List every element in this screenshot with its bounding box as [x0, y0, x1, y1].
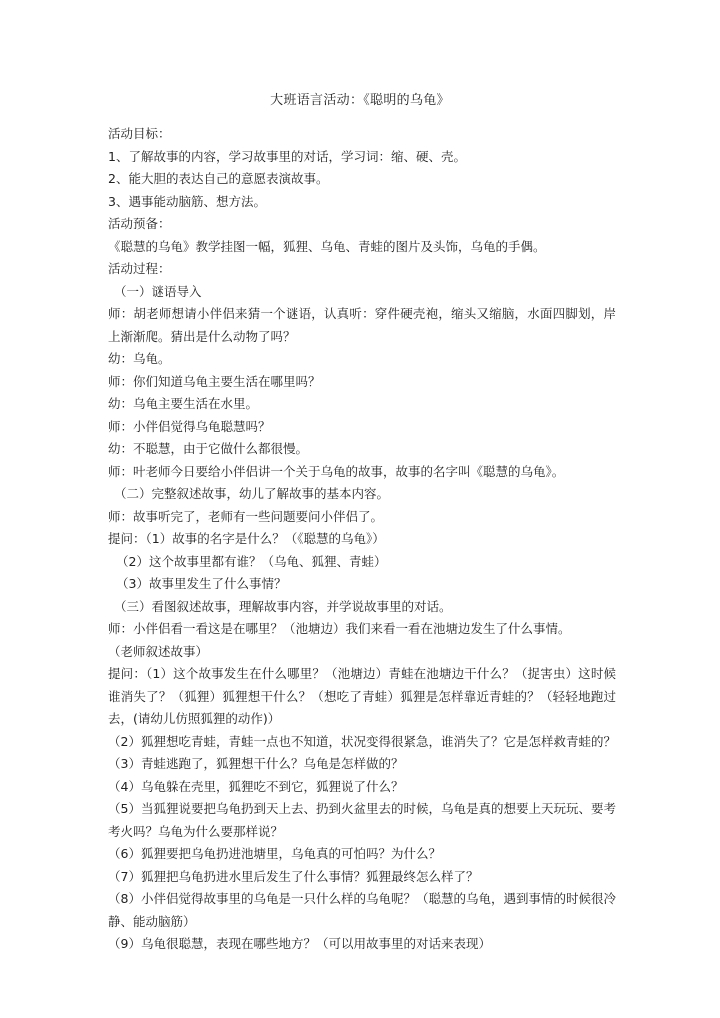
step-2-heading: （二）完整叙述故事，幼儿了解故事的基本内容。	[114, 486, 390, 501]
question-line: （2）这个故事里都有谁？（乌龟、狐狸、青蛙）	[116, 553, 387, 569]
question-line: （3）青蛙逃跑了，狐狸想干什么？乌龟是怎样做的？	[108, 756, 404, 771]
dialogue-line: 师：小伴侣看一看这是在哪里？（池塘边）我们来看一看在池塘边发生了什么事情。	[108, 621, 571, 636]
step-1-heading: （一）谜语导入	[114, 283, 202, 299]
preparation-text: 《聪慧的乌龟》教学挂图一幅，狐狸、乌龟、青蛙的图片及头饰，乌龟的手偶。	[108, 238, 546, 254]
dialogue-line: 师：胡老师想请小伴侣来猜一个谜语，认真听：穿件硬壳袍，缩头又缩脑，水面四脚划，岸上渐渐爬。猜出是什么动物了吗？	[108, 306, 616, 344]
question-line: （2）狐狸想吃青蛙，青蛙一点也不知道，状况变得很紧急，谁消失了？它是怎样救青蛙的？	[108, 733, 616, 749]
goal-item-1: 1、了解故事的内容，学习故事里的对话，学习词：缩、硬、壳。	[108, 148, 466, 164]
question-line: 提问：（1）故事的名字是什么？（《聪慧的乌龟》）	[108, 531, 385, 546]
goal-item-3: 3、遇事能动脑筋、想方法。	[108, 193, 266, 209]
step-3-heading: （三）看图叙述故事，理解故事内容，并学说故事里的对话。	[114, 598, 452, 614]
question-line: （3）故事里发生了什么事情？	[116, 576, 287, 591]
dialogue-line: 幼：不聪慧，由于它做什么都很慢。	[108, 441, 309, 456]
goal-item-2: 2、能大胆的表达自己的意愿表演故事。	[108, 171, 329, 186]
question-line: 提问：（1）这个故事发生在什么哪里？（池塘边）青蛙在池塘边干什么？（捉害虫）这时候谁消失了？（狐狸）狐狸想干什么？（想吃了青蛙）狐狸是怎样靠近青蛙的？（轻轻地跑过去，(请幼儿仿照狐狸的动作)）	[108, 666, 616, 726]
dialogue-line: 师：小伴侣觉得乌龟聪慧吗？	[108, 418, 271, 434]
document-body	[108, 123, 616, 956]
section-heading-preparation: 活动预备：	[108, 216, 171, 231]
question-line: （9）乌龟很聪慧，表现在哪些地方？（可以用故事里的对话来表现）	[108, 936, 491, 951]
dialogue-line: 幼：乌龟主要生活在水里。	[108, 396, 259, 411]
question-line: （8）小伴侣觉得故事里的乌龟是一只什么样的乌龟呢？（聪慧的乌龟，遇到事情的时候很冷静、能动脑筋）	[108, 891, 616, 929]
stage-note: （老师叙述故事）	[108, 643, 209, 659]
dialogue-line: 师：你们知道乌龟主要生活在哪里吗？	[108, 373, 321, 389]
section-heading-process: 活动过程：	[108, 261, 171, 276]
dialogue-line: 师：叶老师今日要给小伴侣讲一个关于乌龟的故事，故事的名字叫《聪慧的乌龟》。	[108, 463, 565, 479]
section-heading-goals: 活动目标：	[108, 126, 171, 141]
question-line: （5）当狐狸说要把乌龟扔到天上去、扔到火盆里去的时候，乌龟是真的想要上天玩玩、要考考火吗？乌龟为什么要那样说？	[108, 801, 616, 839]
document-title: 大班语言活动：《聪明的乌龟》	[270, 93, 450, 108]
dialogue-line: 幼：乌龟。	[108, 351, 171, 366]
question-line: （4）乌龟躲在壳里，狐狸吃不到它，狐狸说了什么？	[108, 778, 404, 794]
question-line: （6）狐狸要把乌龟扔进池塘里，乌龟真的可怕吗？为什么？	[108, 846, 441, 861]
question-line: （7）狐狸把乌龟扔进水里后发生了什么事情？狐狸最终怎么样了？	[108, 868, 479, 884]
dialogue-line: 师：故事听完了，老师有一些问题要问小伴侣了。	[108, 508, 384, 524]
